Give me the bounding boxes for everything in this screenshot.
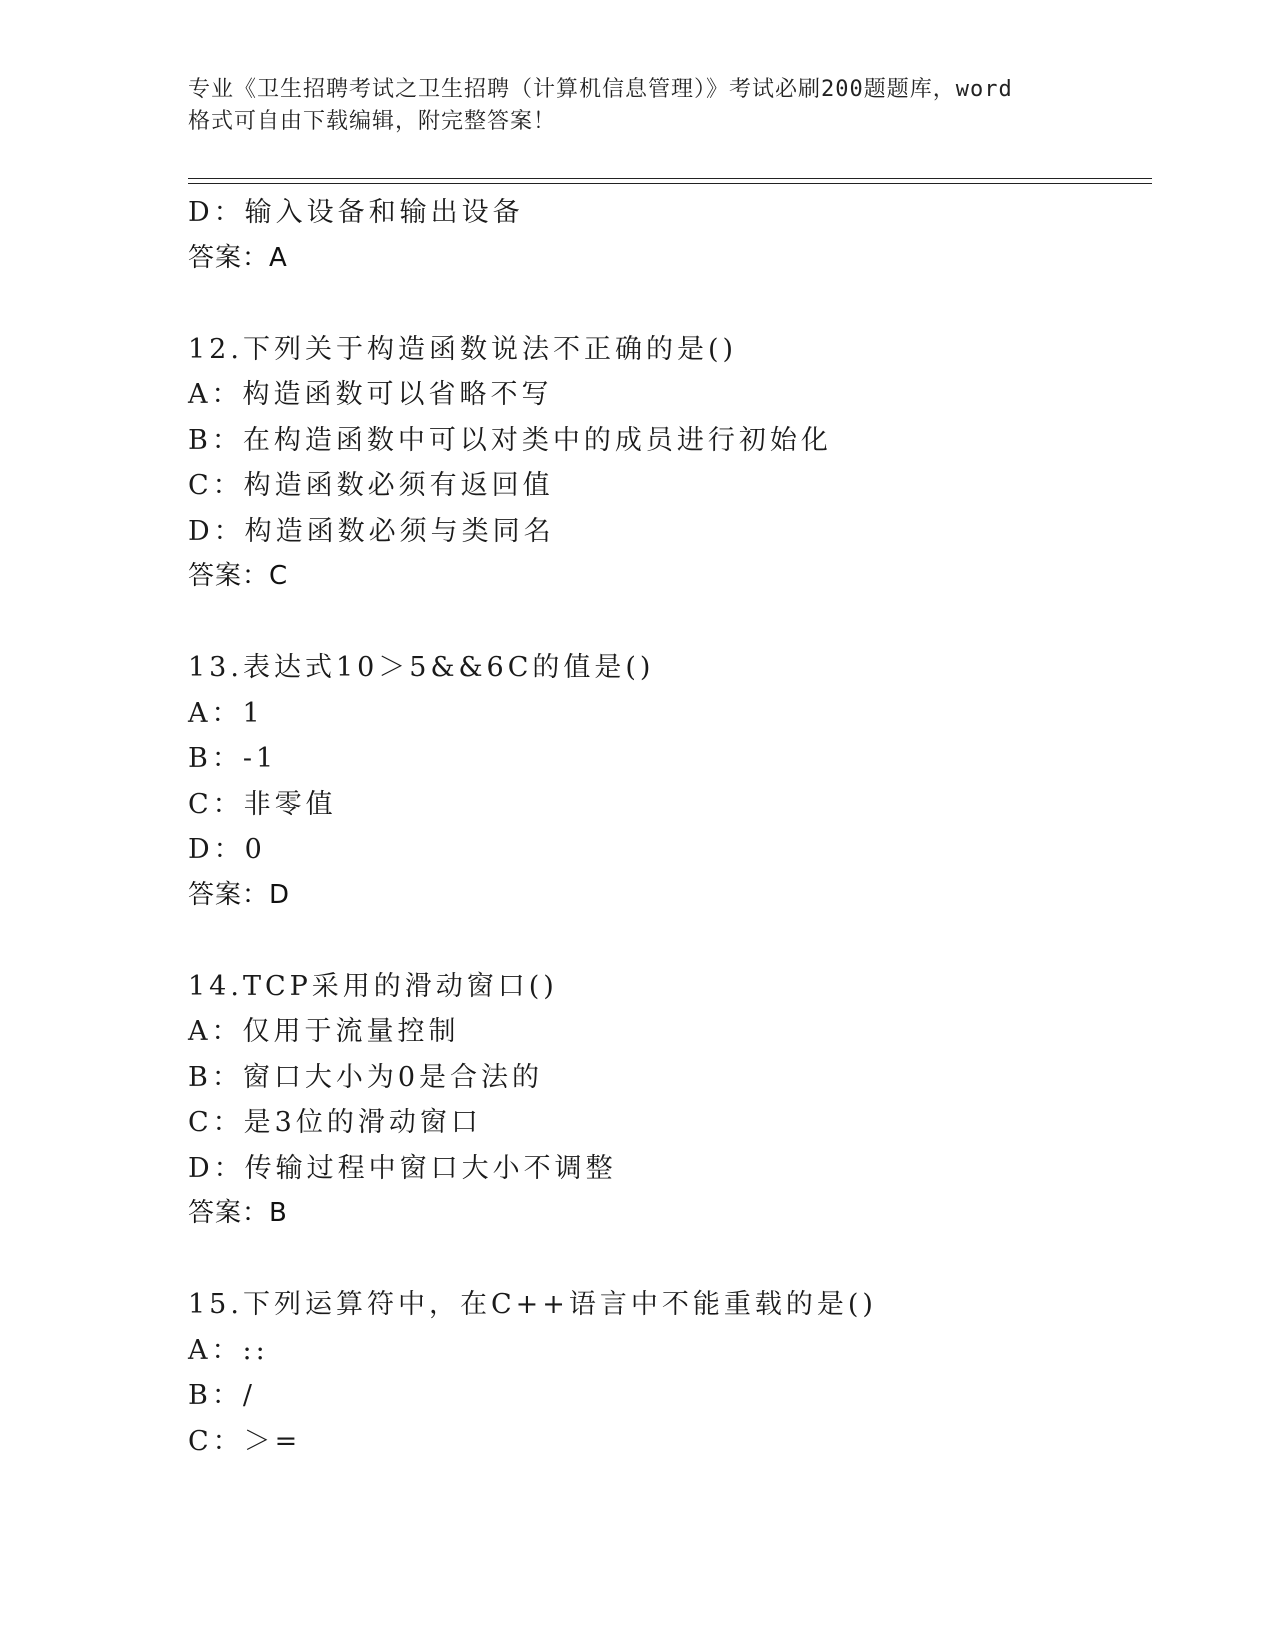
question-stem: 14.TCP采用的滑动窗口() (188, 970, 558, 1002)
header-title-line-1: 专业《卫生招聘考试之卫生招聘（计算机信息管理）》考试必刷200题题库，word (188, 77, 1013, 102)
answer-line: 答案：D (188, 879, 291, 910)
option-b: B：窗口大小为0是合法的 (188, 1061, 544, 1093)
option-a: A：:: (188, 1334, 269, 1366)
answer-line: 答案：A (188, 242, 288, 273)
question-13 (188, 645, 1148, 918)
header-title-line-2: 格式可自由下载编辑，附完整答案！ (188, 109, 557, 134)
option-d: D：输入设备和输出设备 (188, 197, 524, 228)
question-stem: 15.下列运算符中，在C++语言中不能重载的是() (188, 1289, 877, 1320)
question-15 (188, 1282, 1148, 1464)
spacer (188, 1237, 1148, 1283)
spacer (188, 600, 1148, 646)
question-stem: 12.下列关于构造函数说法不正确的是() (188, 333, 738, 365)
option-c: C：构造函数必须有返回值 (188, 470, 554, 501)
option-b: B：在构造函数中可以对类中的成员进行初始化 (188, 424, 832, 456)
header-divider-top (188, 178, 1152, 179)
option-d: D：传输过程中窗口大小不调整 (188, 1152, 617, 1184)
option-d: D：构造函数必须与类同名 (188, 515, 555, 547)
question-14 (188, 964, 1148, 1237)
page-header (188, 74, 1088, 138)
option-c: C：＞= (188, 1425, 302, 1457)
option-d: D：0 (188, 834, 266, 865)
question-stem: 13.表达式10＞5&&6C的值是() (188, 652, 655, 683)
option-a: A：1 (188, 697, 264, 729)
option-b: B：/ (188, 1380, 256, 1411)
answer-line: 答案：B (188, 1198, 288, 1228)
spacer (188, 281, 1148, 327)
option-c: C：是3位的滑动窗口 (188, 1107, 482, 1138)
option-a: A：仅用于流量控制 (188, 1016, 460, 1047)
option-c: C：非零值 (188, 788, 337, 820)
question-list (188, 190, 1148, 1464)
answer-line: 答案：C (188, 561, 289, 591)
option-a: A：构造函数可以省略不写 (188, 379, 553, 410)
spacer (188, 918, 1148, 964)
option-b: B：-1 (188, 743, 278, 774)
question-12 (188, 327, 1148, 600)
header-divider-bottom (188, 183, 1152, 184)
